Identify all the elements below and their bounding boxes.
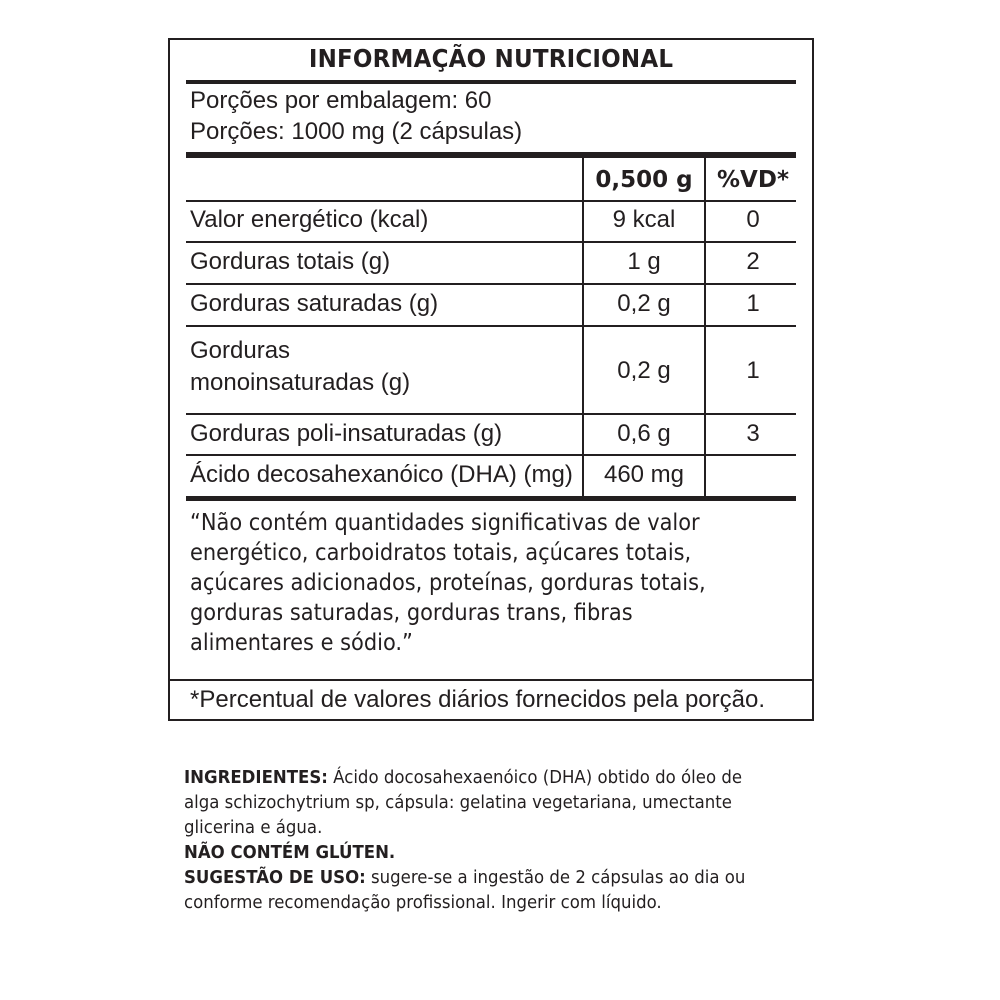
nutrient-dv: 2: [746, 248, 760, 275]
row-divider: [186, 413, 796, 415]
nutrient-name: Gorduras totais (g): [190, 248, 391, 275]
nutrient-dv: 0: [746, 206, 760, 233]
row-divider: [186, 200, 796, 202]
nutrient-amount: 0,2 g: [617, 290, 671, 317]
ingredients-paragraph: [184, 765, 773, 840]
product-info: [184, 765, 773, 915]
ingredients-text: Ácido docosahexaenóico (DHA) obtido do óleo de alga schizochytrium sp, cápsula: gelatina vegetariana, umectante glicerina e água.: [184, 767, 743, 838]
ingredients-label: INGREDIENTES:: [184, 767, 328, 788]
nutrient-name: Valor energético (kcal): [190, 206, 429, 233]
nutrient-name: Gorduras poli-insaturadas (g): [190, 420, 503, 447]
title-divider: [186, 80, 796, 84]
row-divider: [186, 283, 796, 285]
not-significant-note: “Não contém quantidades significativas de valor energético, carboidratos totais, açúcares totais, açúcares adicionados, proteínas, gorduras totais, gorduras saturadas, gorduras trans, fibras alimentares e sódio.”: [190, 510, 706, 656]
nutrient-dv: 3: [746, 420, 760, 447]
nutrient-name: Ácido decosahexanóico (DHA) (mg): [190, 461, 573, 488]
nutrient-name-line2: monoinsaturadas (g): [190, 369, 411, 396]
nutrient-amount: 460 mg: [603, 461, 685, 488]
table-title: INFORMAÇÃO NUTRICIONAL: [308, 44, 674, 73]
row-divider: [186, 241, 796, 243]
nutrition-facts-table: [168, 38, 814, 721]
amount-column-header: 0,500 g: [595, 167, 693, 193]
nutrient-dv: 1: [746, 290, 760, 317]
nutrient-name: Gorduras saturadas (g): [190, 290, 439, 317]
footnote-divider: [170, 679, 812, 681]
nutrient-amount: 0,6 g: [617, 420, 671, 447]
dv-column-header: %VD*: [717, 167, 789, 193]
row-divider: [186, 454, 796, 456]
table-bottom-divider: [186, 496, 796, 501]
usage-text: sugere-se a ingestão de 2 cápsulas ao dia ou conforme recomendação profissional. Ingerir com líquido.: [184, 867, 746, 913]
serving-size: Porções: 1000 mg (2 cápsulas): [190, 118, 523, 145]
nutrient-dv: 1: [746, 357, 760, 384]
nutrient-name-line1: Gorduras: [190, 337, 291, 364]
servings-per-package: Porções por embalagem: 60: [190, 87, 492, 114]
dv-footnote: *Percentual de valores diários fornecidos pela porção.: [190, 686, 766, 713]
usage-paragraph: [184, 865, 773, 915]
nutrient-amount: 1 g: [627, 248, 661, 275]
gluten-statement: [184, 840, 773, 865]
row-divider: [186, 325, 796, 327]
gluten-text: NÃO CONTÉM GLÚTEN.: [184, 842, 396, 863]
nutrient-amount: 9 kcal: [612, 206, 676, 233]
usage-label: SUGESTÃO DE USO:: [184, 867, 366, 888]
nutrient-amount: 0,2 g: [617, 357, 671, 384]
